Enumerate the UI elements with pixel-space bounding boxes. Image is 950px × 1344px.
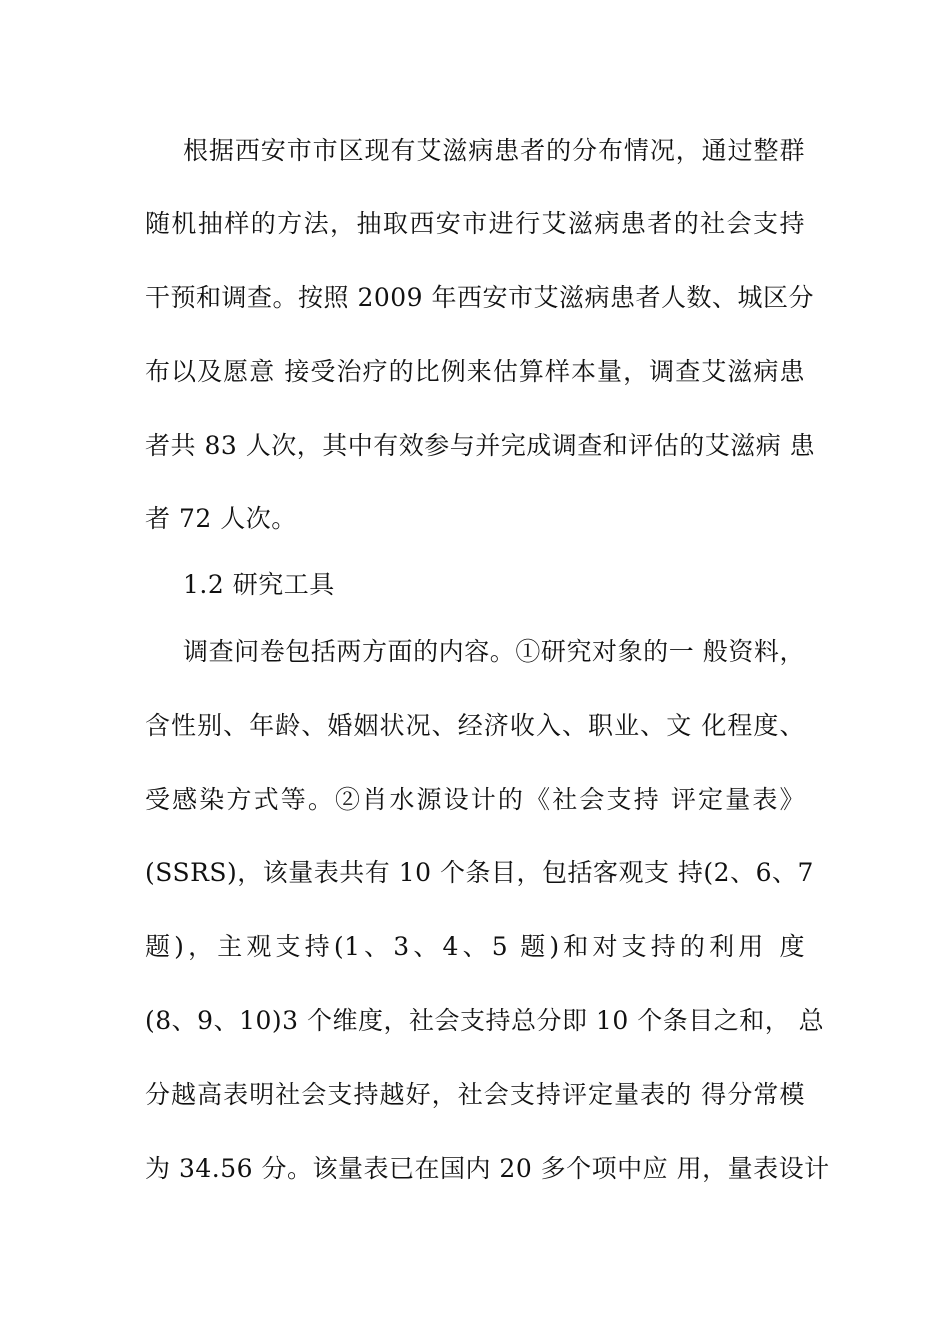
paragraph-line: (8、9、10)3 个维度，社会支持总分即 10 个条目之和， 总 xyxy=(145,1006,825,1035)
paragraph-line: 受感染方式等。②肖水源设计的《社会支持 评定量表》 xyxy=(145,785,805,814)
section-heading: 1.2 研究工具 xyxy=(183,570,335,599)
paragraph-line: 调查问卷包括两方面的内容。①研究对象的一 般资料， xyxy=(183,637,805,666)
paragraph-line: 为 34.56 分。该量表已在国内 20 多个项中应 用，量表设计 xyxy=(145,1154,830,1183)
paragraph-line: 分越高表明社会支持越好，社会支持评定量表的 得分常模 xyxy=(145,1080,805,1109)
paragraph-line: 随机抽样的方法，抽取西安市进行艾滋病患者的社会支持 xyxy=(145,209,805,238)
paragraph-line: 根据西安市市区现有艾滋病患者的分布情况，通过整群 xyxy=(183,136,805,165)
paragraph-line: 布以及愿意 接受治疗的比例来估算样本量，调查艾滋病患 xyxy=(145,357,805,386)
paragraph-line: 题)，主观支持(1、3、4、5 题)和对支持的利用 度 xyxy=(145,932,805,961)
paragraph-line: 含性别、年龄、婚姻状况、经济收入、职业、文 化程度、 xyxy=(145,711,805,740)
paragraph-line: (SSRS)，该量表共有 10 个条目，包括客观支 持(2、6、7 xyxy=(145,858,814,887)
paragraph-line: 者 72 人次。 xyxy=(145,504,297,533)
paragraph-line: 干预和调查。按照 2009 年西安市艾滋病患者人数、城区分 xyxy=(145,283,815,312)
paragraph-line: 者共 83 人次，其中有效参与并完成调查和评估的艾滋病 患 xyxy=(145,431,816,460)
